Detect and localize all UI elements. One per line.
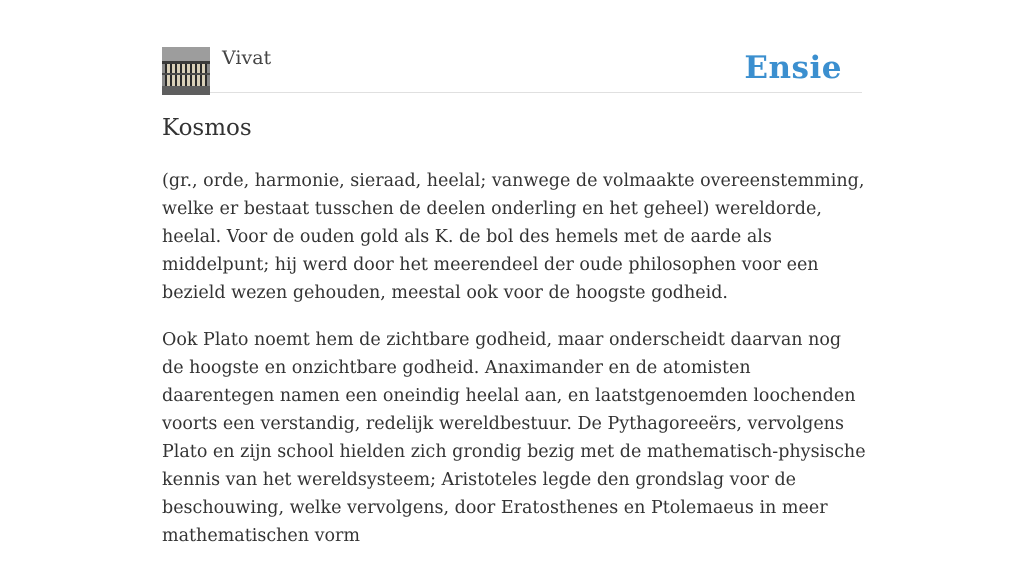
ensie-logo[interactable]: Ensie (744, 50, 842, 86)
article-paragraph: (gr., orde, harmonie, sieraad, heelal; vanwege de volmaakte overeenstemming, welke er bestaat tusschen de deelen onderling en het geheel) wereldorde, heelal. Voor de ouden gold als K. de bol des hemels met de aarde als middelpunt; hij werd door het meerendeel der oude philosophen voor een bezield wezen gehouden, meestal ook voor de hoogste godheid. (162, 171, 865, 303)
author-name[interactable]: Vivat (222, 47, 272, 69)
article-body (162, 167, 867, 569)
article-paragraph: Ook Plato noemt hem de zichtbare godheid, maar onderscheidt daarvan nog de hoogste en onzichtbare godheid. Anaximander en de atomisten daarentegen namen een oneindig heelal aan, en laatstgenoemden loochenden voorts een verstandig, redelijk wereldbestuur. De Pythagoreeërs, vervolgens Plato en zijn school hielden zich grondig bezig met de mathematisch-physische kennis van het wereldsysteem; Aristoteles legde den grondslag voor de beschouwing, welke vervolgens, door Eratosthenes en Ptolemaeus in meer mathematischen vorm (162, 330, 866, 546)
author-avatar[interactable] (162, 47, 210, 95)
header (162, 46, 862, 93)
library-shelves-image (162, 47, 210, 95)
article-title: Kosmos (162, 115, 252, 141)
